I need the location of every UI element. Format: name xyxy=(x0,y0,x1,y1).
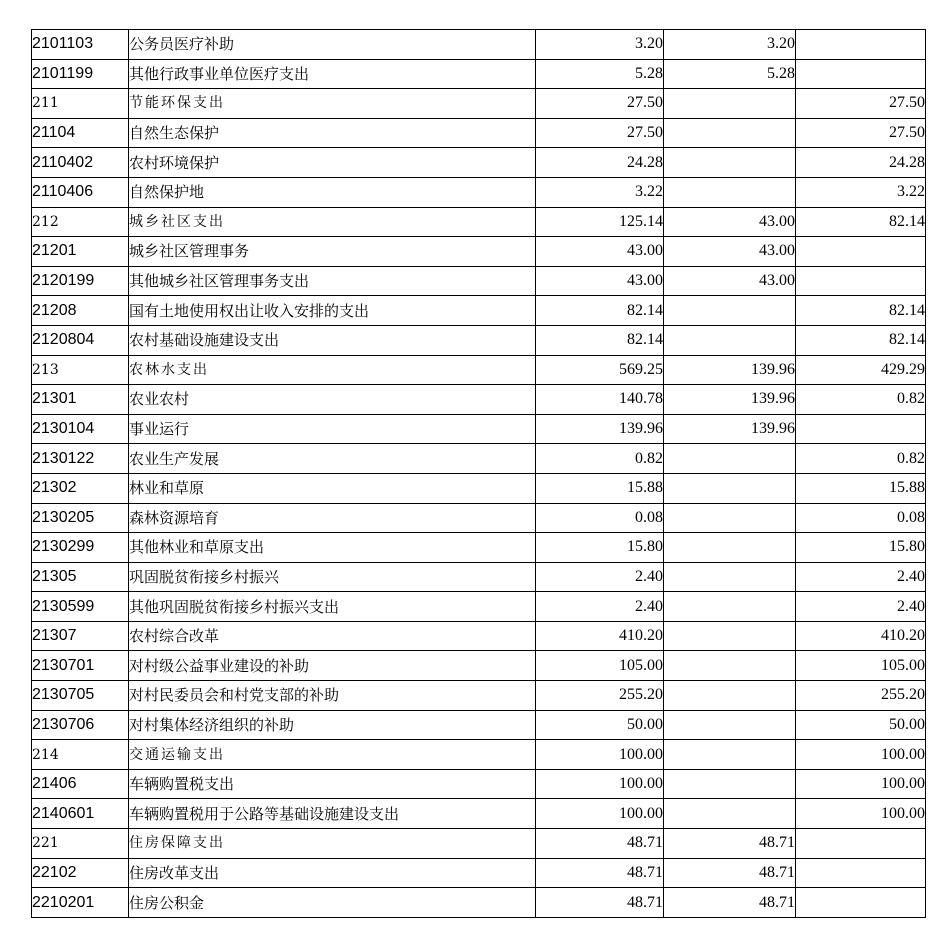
account-name-cell: 其他林业和草原支出 xyxy=(129,533,536,563)
total-amount-cell: 43.00 xyxy=(536,237,664,267)
account-name-cell: 农村环境保护 xyxy=(129,148,536,178)
table-row xyxy=(32,592,926,622)
account-name-cell: 公务员医疗补助 xyxy=(129,30,536,60)
project-expenditure-cell: 105.00 xyxy=(796,651,926,681)
budget-table xyxy=(31,29,926,918)
account-name-cell: 对村民委员会和村党支部的补助 xyxy=(129,681,536,711)
table-row xyxy=(32,533,926,563)
account-name-cell: 城乡社区支出 xyxy=(129,207,536,237)
account-name-cell: 住房改革支出 xyxy=(129,858,536,888)
project-expenditure-cell xyxy=(796,237,926,267)
total-amount-cell: 3.20 xyxy=(536,30,664,60)
account-name-cell: 林业和草原 xyxy=(129,473,536,503)
project-expenditure-cell: 2.40 xyxy=(796,562,926,592)
total-amount-cell: 410.20 xyxy=(536,621,664,651)
project-expenditure-cell xyxy=(796,414,926,444)
basic-expenditure-cell xyxy=(664,503,796,533)
table-row xyxy=(32,207,926,237)
basic-expenditure-cell xyxy=(664,89,796,119)
total-amount-cell: 2.40 xyxy=(536,562,664,592)
project-expenditure-cell: 410.20 xyxy=(796,621,926,651)
basic-expenditure-cell: 48.71 xyxy=(664,888,796,918)
total-amount-cell: 100.00 xyxy=(536,799,664,829)
total-amount-cell: 27.50 xyxy=(536,89,664,119)
basic-expenditure-cell xyxy=(664,769,796,799)
table-row xyxy=(32,355,926,385)
account-code-cell: 2130104 xyxy=(32,414,129,444)
basic-expenditure-cell xyxy=(664,681,796,711)
account-name-cell: 巩固脱贫衔接乡村振兴 xyxy=(129,562,536,592)
project-expenditure-cell: 3.22 xyxy=(796,177,926,207)
basic-expenditure-cell xyxy=(664,621,796,651)
table-row xyxy=(32,503,926,533)
basic-expenditure-cell: 139.96 xyxy=(664,355,796,385)
basic-expenditure-cell: 43.00 xyxy=(664,207,796,237)
total-amount-cell: 569.25 xyxy=(536,355,664,385)
total-amount-cell: 139.96 xyxy=(536,414,664,444)
basic-expenditure-cell xyxy=(664,740,796,770)
account-name-cell: 农林水支出 xyxy=(129,355,536,385)
basic-expenditure-cell xyxy=(664,177,796,207)
account-code-cell: 2110402 xyxy=(32,148,129,178)
table-row xyxy=(32,148,926,178)
basic-expenditure-cell xyxy=(664,710,796,740)
account-code-cell: 2210201 xyxy=(32,888,129,918)
account-name-cell: 自然保护地 xyxy=(129,177,536,207)
account-code-cell: 2130599 xyxy=(32,592,129,622)
account-name-cell: 农业生产发展 xyxy=(129,444,536,474)
total-amount-cell: 27.50 xyxy=(536,118,664,148)
total-amount-cell: 82.14 xyxy=(536,325,664,355)
basic-expenditure-cell xyxy=(664,799,796,829)
total-amount-cell: 24.28 xyxy=(536,148,664,178)
table-row xyxy=(32,385,926,415)
account-code-cell: 21406 xyxy=(32,769,129,799)
project-expenditure-cell xyxy=(796,59,926,89)
account-name-cell: 节能环保支出 xyxy=(129,89,536,119)
account-name-cell: 森林资源培育 xyxy=(129,503,536,533)
table-row xyxy=(32,740,926,770)
total-amount-cell: 125.14 xyxy=(536,207,664,237)
project-expenditure-cell: 27.50 xyxy=(796,118,926,148)
account-code-cell: 21301 xyxy=(32,385,129,415)
basic-expenditure-cell: 5.28 xyxy=(664,59,796,89)
project-expenditure-cell: 100.00 xyxy=(796,769,926,799)
account-code-cell: 2140601 xyxy=(32,799,129,829)
table-row xyxy=(32,621,926,651)
account-code-cell: 21302 xyxy=(32,473,129,503)
project-expenditure-cell: 15.80 xyxy=(796,533,926,563)
account-code-cell: 21104 xyxy=(32,118,129,148)
project-expenditure-cell: 2.40 xyxy=(796,592,926,622)
total-amount-cell: 82.14 xyxy=(536,296,664,326)
project-expenditure-cell: 100.00 xyxy=(796,740,926,770)
account-name-cell: 城乡社区管理事务 xyxy=(129,237,536,267)
basic-expenditure-cell xyxy=(664,296,796,326)
basic-expenditure-cell xyxy=(664,533,796,563)
table-row xyxy=(32,562,926,592)
account-name-cell: 国有土地使用权出让收入安排的支出 xyxy=(129,296,536,326)
table-row xyxy=(32,30,926,60)
project-expenditure-cell xyxy=(796,858,926,888)
account-name-cell: 住房公积金 xyxy=(129,888,536,918)
account-code-cell: 221 xyxy=(32,829,129,859)
table-row xyxy=(32,651,926,681)
table-row xyxy=(32,177,926,207)
table-row xyxy=(32,59,926,89)
account-code-cell: 2130205 xyxy=(32,503,129,533)
basic-expenditure-cell xyxy=(664,118,796,148)
basic-expenditure-cell: 139.96 xyxy=(664,414,796,444)
total-amount-cell: 0.08 xyxy=(536,503,664,533)
total-amount-cell: 48.71 xyxy=(536,829,664,859)
table-row xyxy=(32,473,926,503)
account-code-cell: 2101103 xyxy=(32,30,129,60)
account-code-cell: 2130705 xyxy=(32,681,129,711)
account-code-cell: 22102 xyxy=(32,858,129,888)
account-code-cell: 2130122 xyxy=(32,444,129,474)
total-amount-cell: 5.28 xyxy=(536,59,664,89)
account-name-cell: 农业农村 xyxy=(129,385,536,415)
table-body xyxy=(32,30,926,918)
project-expenditure-cell: 82.14 xyxy=(796,325,926,355)
account-code-cell: 2130299 xyxy=(32,533,129,563)
project-expenditure-cell: 0.82 xyxy=(796,444,926,474)
basic-expenditure-cell: 43.00 xyxy=(664,266,796,296)
account-code-cell: 21208 xyxy=(32,296,129,326)
project-expenditure-cell: 82.14 xyxy=(796,207,926,237)
project-expenditure-cell xyxy=(796,266,926,296)
account-code-cell: 21307 xyxy=(32,621,129,651)
basic-expenditure-cell xyxy=(664,148,796,178)
basic-expenditure-cell xyxy=(664,473,796,503)
project-expenditure-cell: 429.29 xyxy=(796,355,926,385)
total-amount-cell: 140.78 xyxy=(536,385,664,415)
account-code-cell: 2120804 xyxy=(32,325,129,355)
table-row xyxy=(32,799,926,829)
project-expenditure-cell: 255.20 xyxy=(796,681,926,711)
basic-expenditure-cell: 43.00 xyxy=(664,237,796,267)
account-name-cell: 自然生态保护 xyxy=(129,118,536,148)
total-amount-cell: 100.00 xyxy=(536,740,664,770)
account-name-cell: 农村基础设施建设支出 xyxy=(129,325,536,355)
account-code-cell: 2110406 xyxy=(32,177,129,207)
basic-expenditure-cell xyxy=(664,562,796,592)
basic-expenditure-cell xyxy=(664,651,796,681)
account-name-cell: 农村综合改革 xyxy=(129,621,536,651)
table-row xyxy=(32,296,926,326)
total-amount-cell: 48.71 xyxy=(536,858,664,888)
project-expenditure-cell xyxy=(796,888,926,918)
table-row xyxy=(32,681,926,711)
account-code-cell: 211 xyxy=(32,89,129,119)
project-expenditure-cell: 27.50 xyxy=(796,89,926,119)
account-name-cell: 其他行政事业单位医疗支出 xyxy=(129,59,536,89)
total-amount-cell: 15.88 xyxy=(536,473,664,503)
basic-expenditure-cell xyxy=(664,592,796,622)
account-code-cell: 212 xyxy=(32,207,129,237)
project-expenditure-cell: 100.00 xyxy=(796,799,926,829)
account-code-cell: 2101199 xyxy=(32,59,129,89)
total-amount-cell: 48.71 xyxy=(536,888,664,918)
table-row xyxy=(32,89,926,119)
account-code-cell: 21201 xyxy=(32,237,129,267)
account-name-cell: 车辆购置税用于公路等基础设施建设支出 xyxy=(129,799,536,829)
project-expenditure-cell: 24.28 xyxy=(796,148,926,178)
total-amount-cell: 50.00 xyxy=(536,710,664,740)
account-code-cell: 2120199 xyxy=(32,266,129,296)
total-amount-cell: 3.22 xyxy=(536,177,664,207)
total-amount-cell: 2.40 xyxy=(536,592,664,622)
account-name-cell: 交通运输支出 xyxy=(129,740,536,770)
account-name-cell: 对村集体经济组织的补助 xyxy=(129,710,536,740)
project-expenditure-cell xyxy=(796,30,926,60)
account-name-cell: 事业运行 xyxy=(129,414,536,444)
account-name-cell: 住房保障支出 xyxy=(129,829,536,859)
table-row xyxy=(32,829,926,859)
total-amount-cell: 43.00 xyxy=(536,266,664,296)
table-row xyxy=(32,237,926,267)
basic-expenditure-cell xyxy=(664,325,796,355)
account-name-cell: 车辆购置税支出 xyxy=(129,769,536,799)
basic-expenditure-cell: 48.71 xyxy=(664,858,796,888)
total-amount-cell: 100.00 xyxy=(536,769,664,799)
table-row xyxy=(32,710,926,740)
account-code-cell: 2130706 xyxy=(32,710,129,740)
table-row xyxy=(32,325,926,355)
table-row xyxy=(32,444,926,474)
basic-expenditure-cell: 48.71 xyxy=(664,829,796,859)
total-amount-cell: 15.80 xyxy=(536,533,664,563)
basic-expenditure-cell: 139.96 xyxy=(664,385,796,415)
table-row xyxy=(32,266,926,296)
total-amount-cell: 255.20 xyxy=(536,681,664,711)
account-code-cell: 213 xyxy=(32,355,129,385)
basic-expenditure-cell xyxy=(664,444,796,474)
table-row xyxy=(32,414,926,444)
project-expenditure-cell: 82.14 xyxy=(796,296,926,326)
table-row xyxy=(32,888,926,918)
table-row xyxy=(32,858,926,888)
total-amount-cell: 105.00 xyxy=(536,651,664,681)
basic-expenditure-cell: 3.20 xyxy=(664,30,796,60)
project-expenditure-cell: 0.82 xyxy=(796,385,926,415)
account-name-cell: 其他巩固脱贫衔接乡村振兴支出 xyxy=(129,592,536,622)
project-expenditure-cell: 50.00 xyxy=(796,710,926,740)
account-code-cell: 21305 xyxy=(32,562,129,592)
account-code-cell: 2130701 xyxy=(32,651,129,681)
account-name-cell: 对村级公益事业建设的补助 xyxy=(129,651,536,681)
project-expenditure-cell: 0.08 xyxy=(796,503,926,533)
account-name-cell: 其他城乡社区管理事务支出 xyxy=(129,266,536,296)
account-code-cell: 214 xyxy=(32,740,129,770)
table-row xyxy=(32,118,926,148)
table-row xyxy=(32,769,926,799)
total-amount-cell: 0.82 xyxy=(536,444,664,474)
project-expenditure-cell xyxy=(796,829,926,859)
project-expenditure-cell: 15.88 xyxy=(796,473,926,503)
